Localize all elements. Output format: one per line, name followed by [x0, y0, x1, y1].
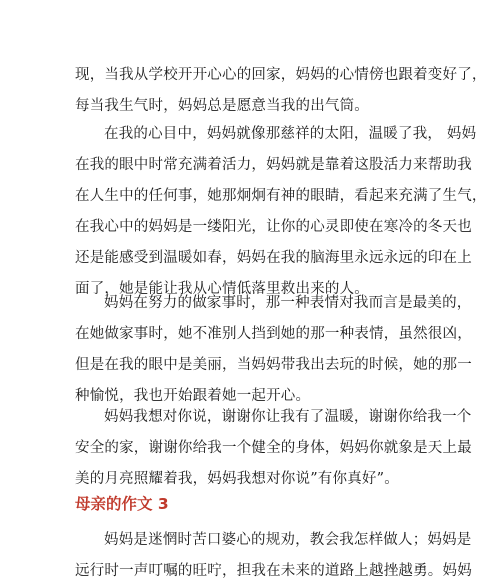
text-line: 安全的家，谢谢你给我一个健全的身体，妈妈你就象是天上最 [75, 440, 472, 456]
text-line: 每当我生气时，妈妈总是愿意当我的出气筒。 [75, 98, 369, 114]
paragraph-4 [75, 402, 472, 495]
text-line: 种愉悦，我也开始跟着她一起开心。 [75, 388, 311, 404]
section-heading: 母亲的作文 3 [75, 495, 169, 513]
text-line: 在我的心目中，妈妈就像那慈祥的太阳，温暖了我， 妈妈 [104, 126, 477, 142]
text-line: 面了，她是能让我从心情低落里救出来的人。 [75, 281, 369, 297]
text-line: 但是在我的眼中是美丽，当妈妈带我出去玩的时候，她的那一 [75, 357, 472, 373]
text-line: 在我心中的妈妈是一缕阳光，让你的心灵即使在寒冷的冬天也 [75, 219, 472, 235]
text-line: 现，当我从学校开开心心的回家，妈妈的心情傍也跟着变好了， [75, 67, 487, 83]
text-line: 在她做家事时，她不准别人挡到她的那一种表情，虽然很凶， [75, 326, 472, 342]
paragraph-5 [75, 525, 472, 587]
paragraph-3 [75, 288, 472, 412]
text-line: 妈妈我想对你说，谢谢你让我有了温暖，谢谢你给我一个 [104, 409, 472, 425]
text-line: 妈妈是迷惘时苦口婆心的规劝，教会我怎样做人；妈妈是 [104, 532, 472, 548]
text-line: 远行时一声叮嘱的旺咛，担我在未来的道路上越挫越勇。妈妈 [75, 563, 472, 579]
text-line: 在我的眼中时常充满着活力，妈妈就是靠着这股活力来帮助我 [75, 157, 472, 173]
text-line: 还是能感受到温暖如春，妈妈在我的脑海里永远永远的印在上 [75, 250, 472, 266]
text-line: 美的月亮照耀着我，妈妈我想对你说”有你真好”。 [75, 471, 399, 487]
text-line: 在人生中的任何事，她那炯炯有神的眼睛，看起来充满了生气， [75, 188, 487, 204]
paragraph-2 [75, 119, 487, 305]
paragraph-1 [75, 60, 487, 122]
text-line: 妈妈在努力的做家事时，那一种表情对我而言是最美的， [104, 295, 472, 311]
